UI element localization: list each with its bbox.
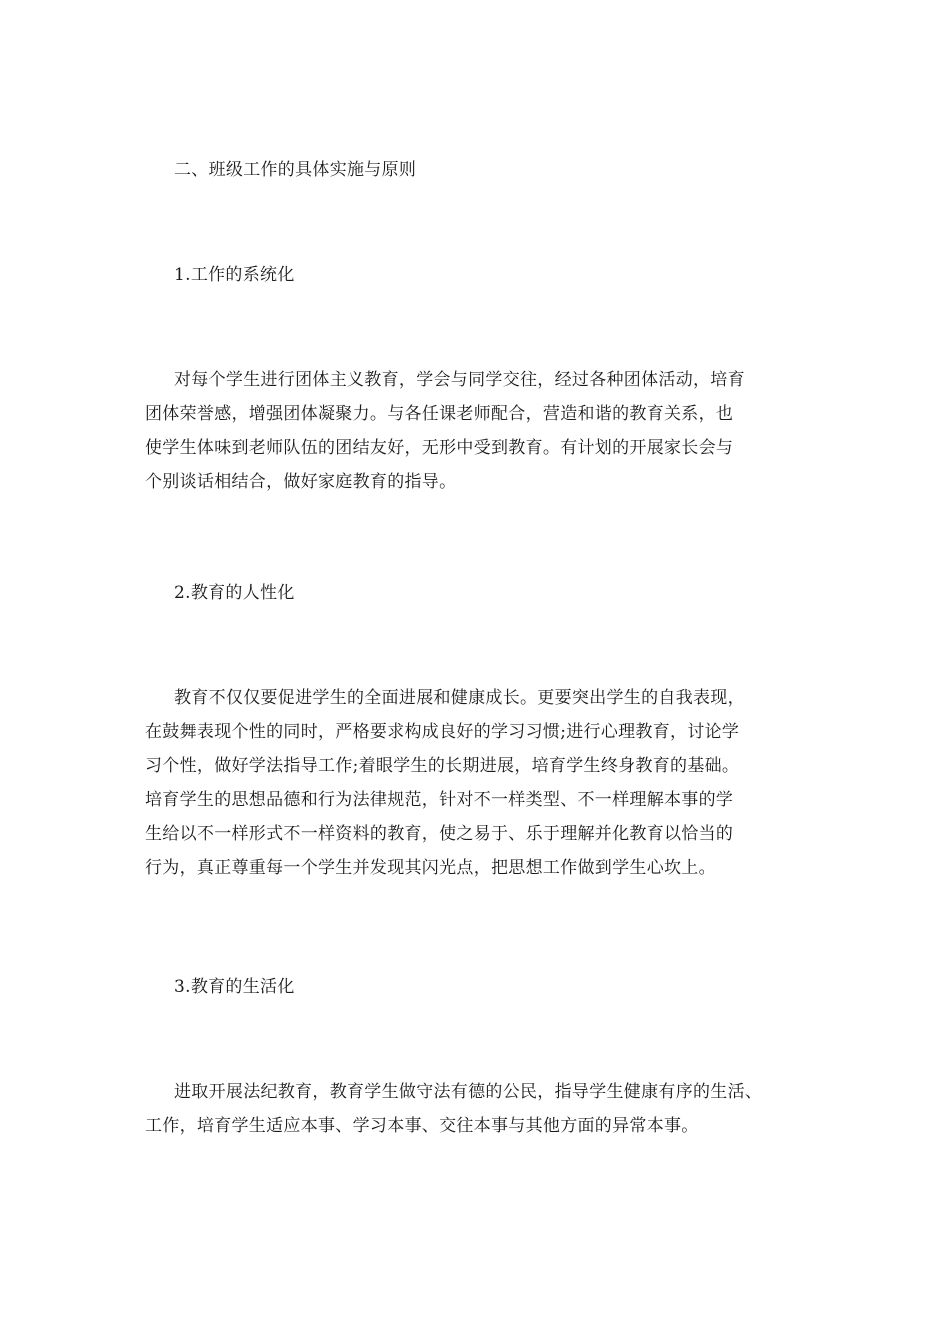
paragraph-line: 个别谈话相结合，做好家庭教育的指导。 [145, 472, 457, 492]
paragraph-line: 团体荣誉感，增强团体凝聚力。与各任课老师配合，营造和谐的教育关系，也 [145, 404, 734, 424]
item-2-paragraph [145, 681, 835, 885]
item-3-paragraph [145, 1075, 835, 1143]
section-heading: 二、班级工作的具体实施与原则 [174, 160, 417, 180]
paragraph-line: 行为，真正尊重每一个学生并发现其闪光点，把思想工作做到学生心坎上。 [145, 858, 716, 878]
item-2-heading: 2.教育的人性化 [174, 583, 295, 603]
item-3-heading: 3.教育的生活化 [174, 977, 295, 997]
paragraph-line: 培育学生的思想品德和行为法律规范，针对不一样类型、不一样理解本事的学 [145, 790, 734, 810]
paragraph-line: 教育不仅仅要促进学生的全面进展和健康成长。更要突出学生的自我表现， [174, 688, 745, 708]
paragraph-line: 在鼓舞表现个性的同时，严格要求构成良好的学习习惯;进行心理教育，讨论学 [145, 722, 740, 742]
paragraph-line: 习个性，做好学法指导工作;着眼学生的长期进展，培育学生终身教育的基础。 [145, 756, 740, 776]
paragraph-line: 对每个学生进行团体主义教育，学会与同学交往，经过各种团体活动，培育 [174, 370, 745, 390]
paragraph-line: 工作，培育学生适应本事、学习本事、交往本事与其他方面的异常本事。 [145, 1116, 699, 1136]
paragraph-line: 使学生体味到老师队伍的团结友好，无形中受到教育。有计划的开展家长会与 [145, 438, 734, 458]
item-1-heading: 1.工作的系统化 [174, 265, 295, 285]
paragraph-line: 生给以不一样形式不一样资料的教育，使之易于、乐于理解并化教育以恰当的 [145, 824, 734, 844]
item-1-paragraph [145, 363, 835, 499]
paragraph-line: 进取开展法纪教育，教育学生做守法有德的公民，指导学生健康有序的生活、 [174, 1082, 763, 1102]
